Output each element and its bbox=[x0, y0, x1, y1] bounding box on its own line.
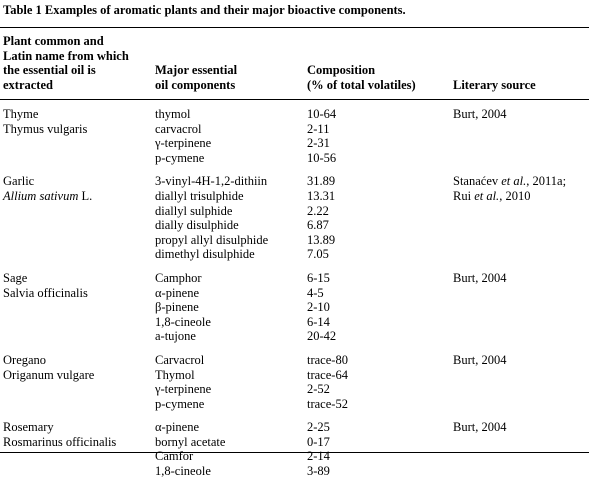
composition-cell: 10-64 bbox=[307, 107, 337, 121]
table-row bbox=[0, 174, 590, 189]
composition-cell: 13.89 bbox=[307, 232, 336, 247]
composition-cell: 4-5 bbox=[307, 285, 324, 300]
source-author: Rui bbox=[453, 188, 475, 203]
component-cell: Camfor bbox=[155, 449, 194, 464]
composition-cell: 2-52 bbox=[307, 382, 330, 397]
component-cell: α-pinene bbox=[155, 285, 200, 300]
table-row bbox=[0, 233, 590, 248]
composition-cell: 6-15 bbox=[307, 270, 330, 285]
component-cell: thymol bbox=[155, 107, 191, 121]
header-components-line: oil components bbox=[155, 77, 236, 92]
component-cell: dimethyl disulphide bbox=[155, 247, 255, 262]
component-cell: propyl allyl disulphide bbox=[155, 232, 269, 247]
component-cell: α-pinene bbox=[155, 420, 200, 435]
plant-name-cell: Garlic bbox=[3, 174, 35, 189]
component-cell: p-cymene bbox=[155, 150, 205, 165]
plant-latin-name-italic: Allium sativum bbox=[3, 188, 79, 203]
component-cell: γ-terpinene bbox=[155, 136, 212, 151]
table-row bbox=[0, 286, 590, 301]
composition-cell: trace-80 bbox=[307, 352, 348, 367]
composition-cell: 0-17 bbox=[307, 434, 330, 449]
composition-cell: 2-25 bbox=[307, 420, 330, 435]
plant-latin-name-suffix: L. bbox=[78, 188, 93, 203]
composition-cell: trace-64 bbox=[307, 367, 348, 382]
composition-cell: 10-56 bbox=[307, 150, 337, 165]
composition-cell: 2-10 bbox=[307, 300, 330, 315]
table-row bbox=[0, 300, 590, 315]
component-cell: a-tujone bbox=[155, 329, 196, 344]
composition-cell: 13.31 bbox=[307, 188, 336, 203]
table-row bbox=[0, 136, 590, 151]
plant-name-cell: Thymus vulgaris bbox=[3, 121, 88, 136]
component-cell: 3-vinyl-4H-1,2-dithiin bbox=[155, 174, 268, 189]
table-top-rule bbox=[0, 27, 589, 28]
source-cell: Burt, 2004 bbox=[453, 107, 507, 121]
table-row bbox=[0, 107, 590, 122]
header-composition bbox=[307, 63, 416, 92]
composition-cell: trace-52 bbox=[307, 396, 348, 411]
header-plant-line: the essential oil is bbox=[3, 63, 96, 77]
table-row bbox=[0, 464, 590, 479]
table-row bbox=[0, 382, 590, 397]
composition-cell: 7.05 bbox=[307, 247, 329, 262]
table-row-group bbox=[0, 174, 590, 262]
header-components-line: Major essential bbox=[155, 63, 238, 77]
header-plant-line: Plant common and bbox=[3, 34, 104, 48]
source-cell bbox=[453, 174, 566, 189]
component-cell: Carvacrol bbox=[155, 352, 205, 367]
component-cell: Thymol bbox=[155, 367, 195, 382]
table-row bbox=[0, 420, 590, 435]
header-source bbox=[453, 78, 536, 93]
table-row bbox=[0, 122, 590, 137]
component-cell: γ-terpinene bbox=[155, 382, 212, 397]
table-row bbox=[0, 189, 590, 204]
composition-cell: 2-31 bbox=[307, 136, 330, 151]
component-cell: 1,8-cineole bbox=[155, 464, 211, 479]
table-body bbox=[0, 107, 590, 479]
component-cell: β-pinene bbox=[155, 300, 199, 315]
table-row bbox=[0, 204, 590, 219]
table-row-group bbox=[0, 420, 590, 478]
component-cell: p-cymene bbox=[155, 396, 205, 411]
header-plant-line: extracted bbox=[3, 77, 53, 92]
plant-name-cell: Thyme bbox=[3, 107, 39, 121]
header-source-line: Literary source bbox=[453, 78, 536, 92]
component-cell: diallyl sulphide bbox=[155, 203, 233, 218]
table-header-rule bbox=[0, 99, 589, 100]
composition-cell: 2-14 bbox=[307, 449, 330, 464]
component-cell: dially disulphide bbox=[155, 218, 239, 233]
component-cell: Camphor bbox=[155, 270, 202, 285]
table-row bbox=[0, 368, 590, 383]
plant-name-cell: Rosemary bbox=[3, 420, 54, 435]
composition-cell: 6-14 bbox=[307, 314, 330, 329]
plant-name-cell: Sage bbox=[3, 270, 28, 285]
table-row-group bbox=[0, 353, 590, 411]
composition-cell: 3-89 bbox=[307, 464, 330, 479]
plant-name-cell: Origanum vulgare bbox=[3, 367, 95, 382]
header-plant-line: Latin name from which bbox=[3, 48, 129, 63]
source-cell: Burt, 2004 bbox=[453, 270, 507, 285]
header-composition-line: Composition bbox=[307, 63, 376, 77]
source-author: Stanaćev bbox=[453, 174, 502, 189]
component-cell: bornyl acetate bbox=[155, 434, 226, 449]
table-bottom-rule bbox=[0, 452, 589, 453]
plant-name-cell bbox=[3, 189, 92, 204]
composition-cell: 2-11 bbox=[307, 121, 330, 136]
component-cell: diallyl trisulphide bbox=[155, 188, 244, 203]
table-row bbox=[0, 353, 590, 368]
composition-cell: 31.89 bbox=[307, 174, 336, 189]
table-row bbox=[0, 435, 590, 450]
plant-name-cell: Oregano bbox=[3, 352, 47, 367]
table-row bbox=[0, 329, 590, 344]
composition-cell: 20-42 bbox=[307, 329, 337, 344]
component-cell: carvacrol bbox=[155, 121, 202, 136]
table-row bbox=[0, 397, 590, 412]
source-year: , 2011a; bbox=[526, 174, 567, 189]
table-row bbox=[0, 151, 590, 166]
source-et-al-italic: et al. bbox=[501, 174, 527, 189]
table-row-group bbox=[0, 107, 590, 165]
plant-name-cell: Rosmarinus officinalis bbox=[3, 434, 117, 449]
header-plant bbox=[3, 34, 129, 92]
header-components bbox=[155, 63, 237, 92]
table-caption: Table 1 Examples of aromatic plants and their major bioactive components. bbox=[3, 3, 406, 17]
table-row bbox=[0, 218, 590, 233]
source-cell: Burt, 2004 bbox=[453, 352, 507, 367]
table-row bbox=[0, 247, 590, 262]
header-composition-line: (% of total volatiles) bbox=[307, 77, 416, 92]
source-year: , 2010 bbox=[499, 188, 531, 203]
source-et-al-italic: et al. bbox=[474, 188, 500, 203]
component-cell: 1,8-cineole bbox=[155, 314, 211, 329]
composition-cell: 6.87 bbox=[307, 218, 329, 233]
composition-cell: 2.22 bbox=[307, 203, 329, 218]
plant-name-cell: Salvia officinalis bbox=[3, 285, 88, 300]
table-row bbox=[0, 315, 590, 330]
table-row-group bbox=[0, 271, 590, 344]
source-cell: Burt, 2004 bbox=[453, 420, 507, 435]
table-row bbox=[0, 271, 590, 286]
source-cell bbox=[453, 189, 530, 204]
